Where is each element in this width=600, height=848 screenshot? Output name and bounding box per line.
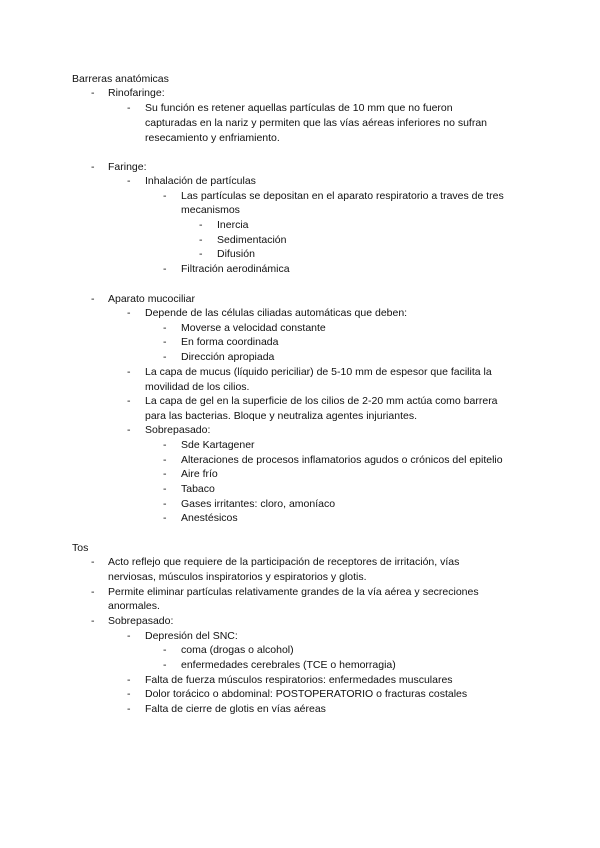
bullet-dash: - xyxy=(127,307,131,319)
bullet-dash: - xyxy=(127,102,131,114)
causa-item: Sde Kartagener xyxy=(181,439,255,451)
rinofaringe-text-3: resecamiento y enfriamiento. xyxy=(145,132,280,144)
tos-acto-1: Acto reflejo que requiere de la participación de receptores de irritación, vías xyxy=(108,556,460,568)
section-title-tos: Tos xyxy=(72,542,89,554)
bullet-dash: - xyxy=(91,586,95,598)
faringe-inhalacion: Inhalación de partículas xyxy=(145,175,256,187)
bullet-dash: - xyxy=(163,468,167,480)
bullet-dash: - xyxy=(91,556,95,568)
mucociliar-gel-1: La capa de gel en la superficie de los cilios de 2-20 mm actúa como barrera xyxy=(145,395,498,407)
causa-item: Aire frío xyxy=(181,468,218,480)
bullet-dash: - xyxy=(127,366,131,378)
bullet-dash: - xyxy=(163,439,167,451)
section-title-barreras: Barreras anatómicas xyxy=(72,73,169,85)
mecanismo-item: Inercia xyxy=(217,219,249,231)
bullet-dash: - xyxy=(127,395,131,407)
bullet-dash: - xyxy=(163,322,167,334)
bullet-dash: - xyxy=(163,454,167,466)
deben-item: Moverse a velocidad constante xyxy=(181,322,326,334)
tos-otro-item: Dolor torácico o abdominal: POSTOPERATORIO o fracturas costales xyxy=(145,688,468,700)
bullet-dash: - xyxy=(91,615,95,627)
bullet-dash: - xyxy=(127,175,131,187)
item-mucociliar: Aparato mucociliar xyxy=(108,293,195,305)
tos-otro-item: Falta de cierre de glotis en vías aéreas xyxy=(145,703,326,715)
bullet-dash: - xyxy=(91,161,95,173)
mucociliar-gel-2: para las bacterias. Bloque y neutraliza agentes injuriantes. xyxy=(145,410,417,422)
mucociliar-sobrepasado: Sobrepasado: xyxy=(145,424,211,436)
faringe-depositan-2: mecanismos xyxy=(181,204,240,216)
bullet-dash: - xyxy=(91,87,95,99)
bullet-dash: - xyxy=(127,674,131,686)
bullet-dash: - xyxy=(127,630,131,642)
faringe-filtracion: Filtración aerodinámica xyxy=(181,263,290,275)
bullet-dash: - xyxy=(91,293,95,305)
mucociliar-mucus-1: La capa de mucus (líquido periciliar) de 5-10 mm de espesor que facilita la xyxy=(145,366,492,378)
bullet-dash: - xyxy=(163,483,167,495)
rinofaringe-text-2: capturadas en la nariz y permiten que las vías aéreas inferiores no sufran xyxy=(145,117,488,129)
tos-otro-item: Falta de fuerza músculos respiratorios: enfermedades musculares xyxy=(145,674,453,686)
mucociliar-depende: Depende de las células ciliadas automáticas que deben: xyxy=(145,307,408,319)
bullet-dash: - xyxy=(127,688,131,700)
bullet-dash: - xyxy=(163,263,167,275)
bullet-dash: - xyxy=(163,190,167,202)
tos-sobrepasado: Sobrepasado: xyxy=(108,615,174,627)
causa-item: Gases irritantes: cloro, amoníaco xyxy=(181,498,336,510)
causa-item: Anestésicos xyxy=(181,512,238,524)
causa-item: Tabaco xyxy=(181,483,215,495)
bullet-dash: - xyxy=(163,498,167,510)
bullet-dash: - xyxy=(163,336,167,348)
bullet-dash: - xyxy=(163,512,167,524)
bullet-dash: - xyxy=(163,659,167,671)
causa-item: Alteraciones de procesos inflamatorios agudos o crónicos del epitelio xyxy=(181,454,503,466)
bullet-dash: - xyxy=(199,234,203,246)
mucociliar-mucus-2: movilidad de los cilios. xyxy=(145,381,250,393)
tos-acto-2: nerviosas, músculos inspiratorios y espiratorios y glotis. xyxy=(108,571,367,583)
item-faringe: Faringe: xyxy=(108,161,147,173)
item-rinofaringe: Rinofaringe: xyxy=(108,87,165,99)
snc-item: enfermedades cerebrales (TCE o hemorragia) xyxy=(181,659,396,671)
tos-permite-2: anormales. xyxy=(108,600,160,612)
snc-item: coma (drogas o alcohol) xyxy=(181,644,294,656)
bullet-dash: - xyxy=(163,351,167,363)
bullet-dash: - xyxy=(199,219,203,231)
rinofaringe-text-1: Su función es retener aquellas partículas de 10 mm que no fueron xyxy=(145,102,453,114)
bullet-dash: - xyxy=(127,424,131,436)
deben-item: En forma coordinada xyxy=(181,336,279,348)
deben-item: Dirección apropiada xyxy=(181,351,275,363)
tos-snc: Depresión del SNC: xyxy=(145,630,238,642)
tos-permite-1: Permite eliminar partículas relativamente grandes de la vía aérea y secreciones xyxy=(108,586,479,598)
faringe-depositan-1: Las partículas se depositan en el aparato respiratorio a traves de tres xyxy=(181,190,504,202)
mecanismo-item: Sedimentación xyxy=(217,234,287,246)
bullet-dash: - xyxy=(127,703,131,715)
mecanismo-item: Difusión xyxy=(217,248,255,260)
bullet-dash: - xyxy=(163,644,167,656)
bullet-dash: - xyxy=(199,248,203,260)
